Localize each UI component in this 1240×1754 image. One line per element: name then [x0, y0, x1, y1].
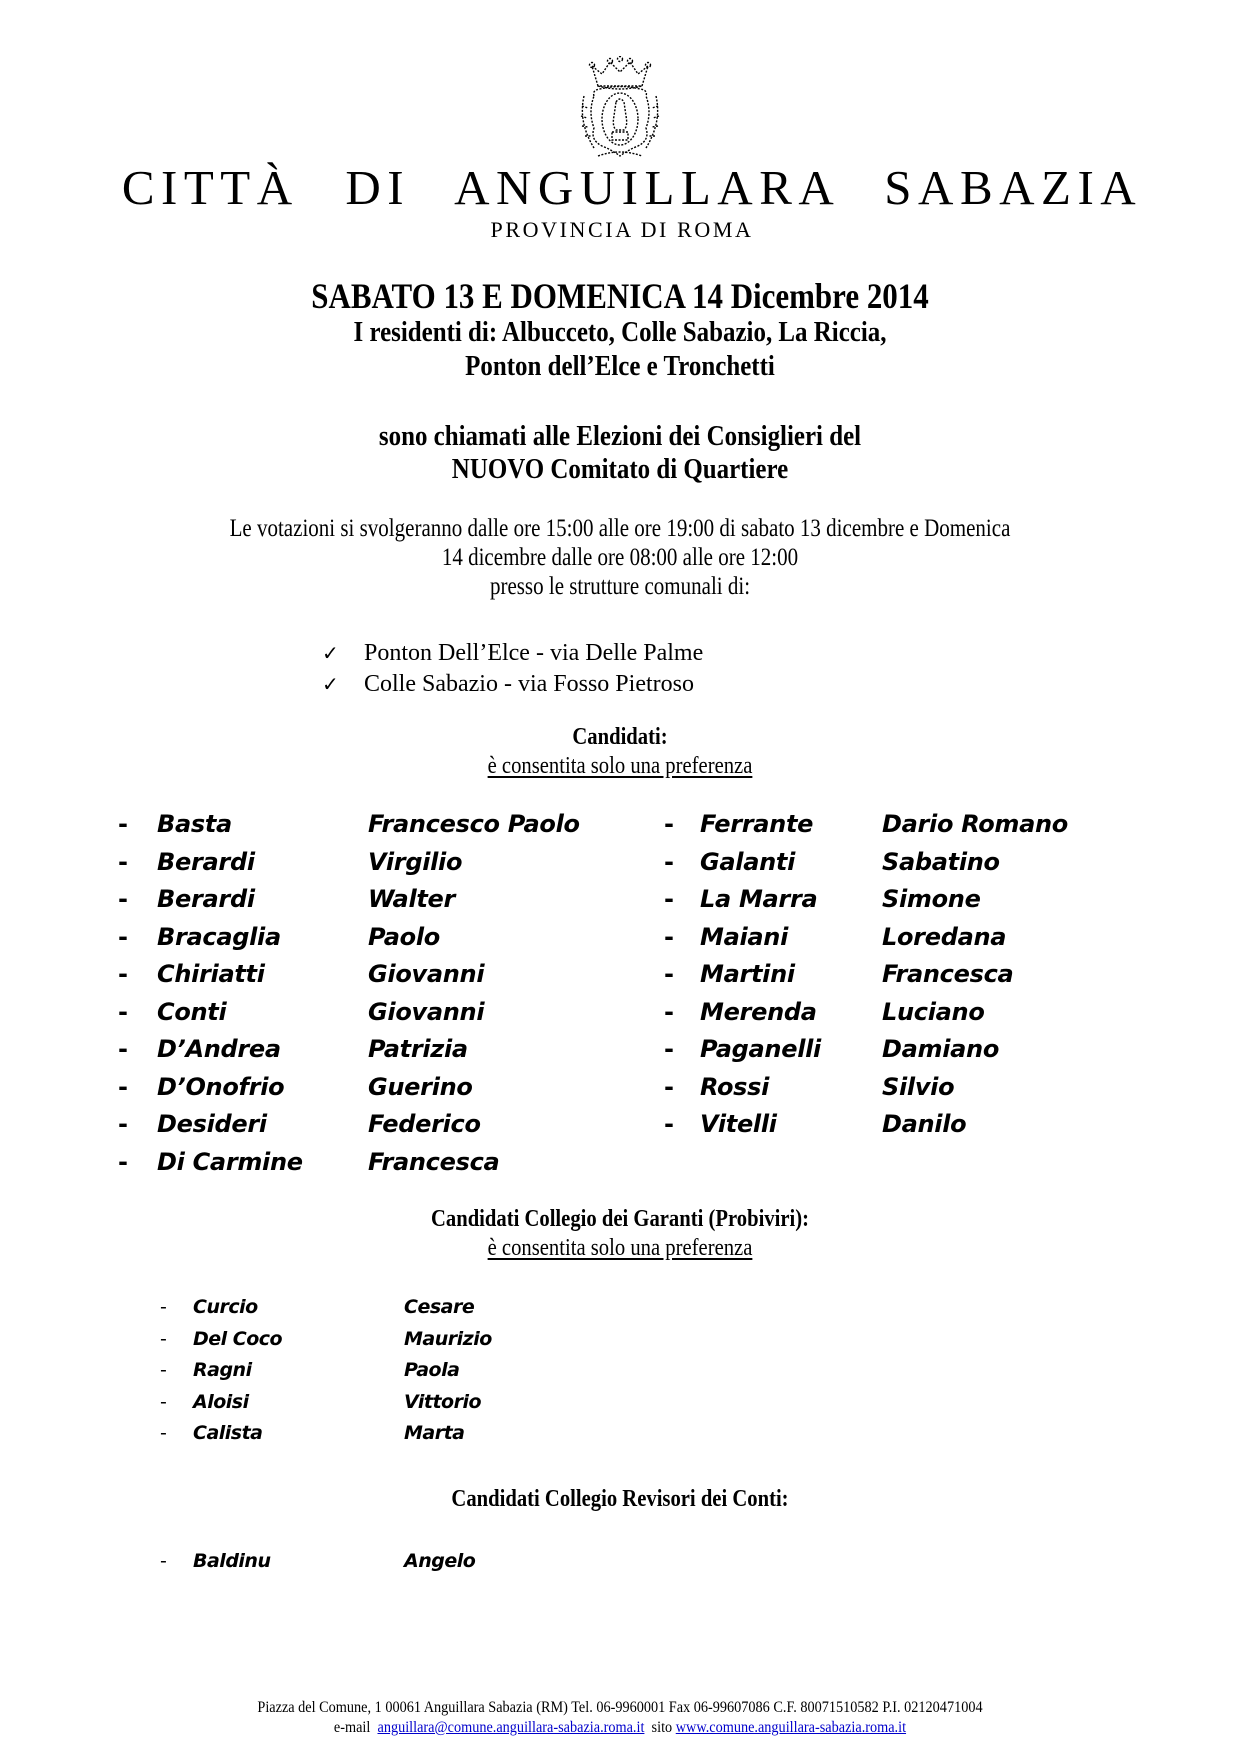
website-link[interactable]: www.comune.anguillara-sabazia.roma.it [675, 1719, 907, 1736]
candidate-firstname: Silvio [882, 1072, 955, 1101]
candidate-surname: Di Carmine [157, 1147, 303, 1176]
candidate-row [118, 994, 618, 1030]
candidate-firstname: Simone [882, 885, 981, 913]
residents-line-2: Ponton dell’Elce e Tronchetti [465, 350, 775, 382]
candidate-firstname: Francesca [368, 1147, 500, 1176]
email-link[interactable]: anguillara@comune.anguillara-sabazia.roma.it [377, 1719, 645, 1736]
list-dash-marker: - [118, 810, 128, 838]
candidate-firstname: Francesca [882, 960, 1014, 988]
candidate-surname: Calista [193, 1422, 263, 1445]
list-dash-marker: - [664, 922, 674, 951]
candidate-surname: D’Andrea [157, 1035, 281, 1063]
candidate-row [118, 1144, 618, 1180]
list-dash-marker: - [118, 1035, 128, 1063]
candidate-surname: Del Coco [193, 1327, 283, 1350]
voting-hours-line-2: 14 dicembre dalle ore 08:00 alle ore 12:00 [441, 544, 799, 571]
candidate-firstname: Luciano [882, 997, 985, 1026]
candidate-firstname: Vittorio [404, 1390, 482, 1413]
candidate-firstname: Guerino [368, 1072, 473, 1101]
candidate-row [664, 919, 1124, 955]
candidate-row [118, 1106, 618, 1142]
check-icon: ✓ [322, 643, 339, 665]
candidate-surname: Ferrante [700, 810, 814, 838]
candidate-firstname: Damiano [882, 1035, 1000, 1063]
candidates-heading: Candidati: [572, 724, 668, 750]
list-dash-marker: - [160, 1359, 167, 1382]
candidate-surname: D’Onofrio [157, 1072, 285, 1101]
candidate-row [160, 1546, 660, 1576]
candidate-row [160, 1292, 660, 1322]
candidate-row [664, 956, 1124, 992]
list-dash-marker: - [664, 810, 674, 838]
candidate-firstname: Federico [368, 1110, 481, 1138]
garanti-preference-note [87, 1233, 1153, 1263]
list-dash-marker: - [160, 1327, 167, 1350]
list-dash-marker: - [664, 1035, 674, 1063]
candidate-surname: Berardi [157, 885, 255, 913]
candidate-firstname: Maurizio [404, 1327, 492, 1350]
candidate-surname: Rossi [700, 1072, 770, 1101]
candidate-firstname: Loredana [882, 922, 1007, 951]
preference-note-text: è consentita solo una preferenza [487, 753, 753, 779]
candidate-row [118, 844, 618, 880]
candidate-row [664, 844, 1124, 880]
garanti-heading: Candidati Collegio dei Garanti (Probiviri): [430, 1206, 809, 1232]
list-dash-marker: - [664, 885, 674, 913]
list-dash-marker: - [118, 960, 128, 988]
list-dash-marker: - [160, 1550, 167, 1572]
candidate-firstname: Dario Romano [882, 810, 1068, 838]
candidate-row [160, 1418, 660, 1448]
footer-contacts [50, 1718, 1191, 1738]
province-subtitle: PROVINCIA DI ROMA [490, 217, 754, 242]
candidates-preference-note [87, 751, 1153, 781]
candidate-surname: Baldinu [193, 1550, 271, 1572]
candidate-firstname: Virgilio [368, 847, 463, 876]
candidate-firstname: Paolo [368, 922, 440, 951]
city-title: CITTÀ DI ANGUILLARA SABAZIA [121, 160, 1143, 215]
candidate-row [664, 1069, 1124, 1105]
candidate-surname: Basta [157, 810, 232, 838]
candidate-firstname: Walter [368, 885, 456, 913]
coat-of-arms-logo [572, 56, 668, 164]
candidate-firstname: Angelo [404, 1550, 476, 1572]
list-dash-marker: - [664, 1110, 674, 1138]
location-text: Ponton Dell’Elce - via Delle Palme [364, 640, 704, 666]
candidate-firstname: Francesco Paolo [368, 810, 580, 838]
election-purpose-line-2: NUOVO Comitato di Quartiere [451, 453, 789, 485]
footer-address: Piazza del Comune, 1 00061 Anguillara Sabazia (RM) Tel. 06-9960001 Fax 06-99607086 C.F. 80071510582 P.I. 02120471004 [257, 1699, 983, 1716]
site-label: sito [651, 1719, 673, 1736]
check-icon: ✓ [322, 674, 339, 696]
candidate-firstname: Patrizia [368, 1035, 468, 1063]
list-dash-marker: - [160, 1422, 167, 1445]
location-item [322, 669, 703, 700]
list-dash-marker: - [118, 997, 128, 1026]
list-dash-marker: - [118, 847, 128, 876]
location-item [322, 638, 703, 669]
residents-line-1: I residenti di: Albucceto, Colle Sabazio, La Riccia, [353, 316, 887, 348]
election-date-heading: SABATO 13 E DOMENICA 14 Dicembre 2014 [311, 276, 929, 316]
candidate-firstname: Cesare [404, 1296, 475, 1318]
coat-of-arms-icon [572, 56, 668, 164]
list-dash-marker: - [664, 1072, 674, 1101]
candidate-surname: Merenda [700, 997, 817, 1026]
candidate-row [664, 994, 1124, 1030]
candidate-surname: Aloisi [193, 1390, 249, 1413]
list-dash-marker: - [118, 1110, 128, 1138]
list-dash-marker: - [118, 1072, 128, 1101]
preference-note-text: è consentita solo una preferenza [487, 1235, 753, 1261]
list-dash-marker: - [664, 997, 674, 1026]
list-dash-marker: - [118, 1147, 128, 1176]
candidate-surname: Berardi [157, 847, 255, 876]
candidate-row [664, 1106, 1124, 1142]
candidate-surname: Martini [700, 960, 795, 988]
candidate-firstname: Danilo [882, 1110, 967, 1138]
voting-locations-intro: presso le strutture comunali di: [489, 573, 751, 600]
candidate-surname: Maiani [700, 922, 789, 951]
list-dash-marker: - [160, 1390, 167, 1413]
list-dash-marker: - [118, 922, 128, 951]
candidate-surname: Vitelli [700, 1110, 777, 1138]
list-dash-marker: - [664, 847, 674, 876]
candidate-surname: La Marra [700, 885, 818, 913]
list-dash-marker: - [118, 885, 128, 913]
candidate-row [664, 1031, 1124, 1067]
candidate-row [118, 806, 618, 842]
candidate-surname: Desideri [157, 1110, 267, 1138]
candidate-row [118, 1031, 618, 1067]
candidate-row [664, 881, 1124, 917]
candidate-surname: Curcio [193, 1296, 258, 1318]
candidate-surname: Bracaglia [157, 922, 281, 951]
candidate-surname: Ragni [193, 1359, 252, 1382]
candidate-row [160, 1324, 660, 1354]
voting-locations-list [322, 638, 703, 700]
candidate-row [118, 881, 618, 917]
candidate-firstname: Sabatino [882, 847, 1000, 876]
candidate-row [160, 1387, 660, 1417]
candidate-surname: Galanti [700, 847, 796, 876]
candidate-row [160, 1355, 660, 1385]
list-dash-marker: - [160, 1296, 167, 1318]
email-label: e-mail [333, 1719, 371, 1736]
candidate-surname: Paganelli [700, 1035, 821, 1063]
candidate-row [118, 919, 618, 955]
candidate-firstname: Giovanni [368, 960, 485, 988]
candidate-firstname: Giovanni [368, 997, 485, 1026]
candidate-row [118, 956, 618, 992]
candidate-row [118, 1069, 618, 1105]
election-purpose-line-1: sono chiamati alle Elezioni dei Consiglieri del [378, 420, 862, 452]
candidate-firstname: Paola [404, 1359, 460, 1382]
candidate-surname: Conti [157, 997, 227, 1026]
candidate-surname: Chiriatti [157, 960, 265, 988]
voting-hours-line-1: Le votazioni si svolgeranno dalle ore 15:00 alle ore 19:00 di sabato 13 dicembre e Domenica [229, 515, 1011, 542]
list-dash-marker: - [664, 960, 674, 988]
location-text: Colle Sabazio - via Fosso Pietroso [364, 671, 694, 697]
candidate-firstname: Marta [404, 1422, 465, 1445]
candidate-row [664, 806, 1124, 842]
revisori-heading: Candidati Collegio Revisori dei Conti: [451, 1486, 789, 1512]
